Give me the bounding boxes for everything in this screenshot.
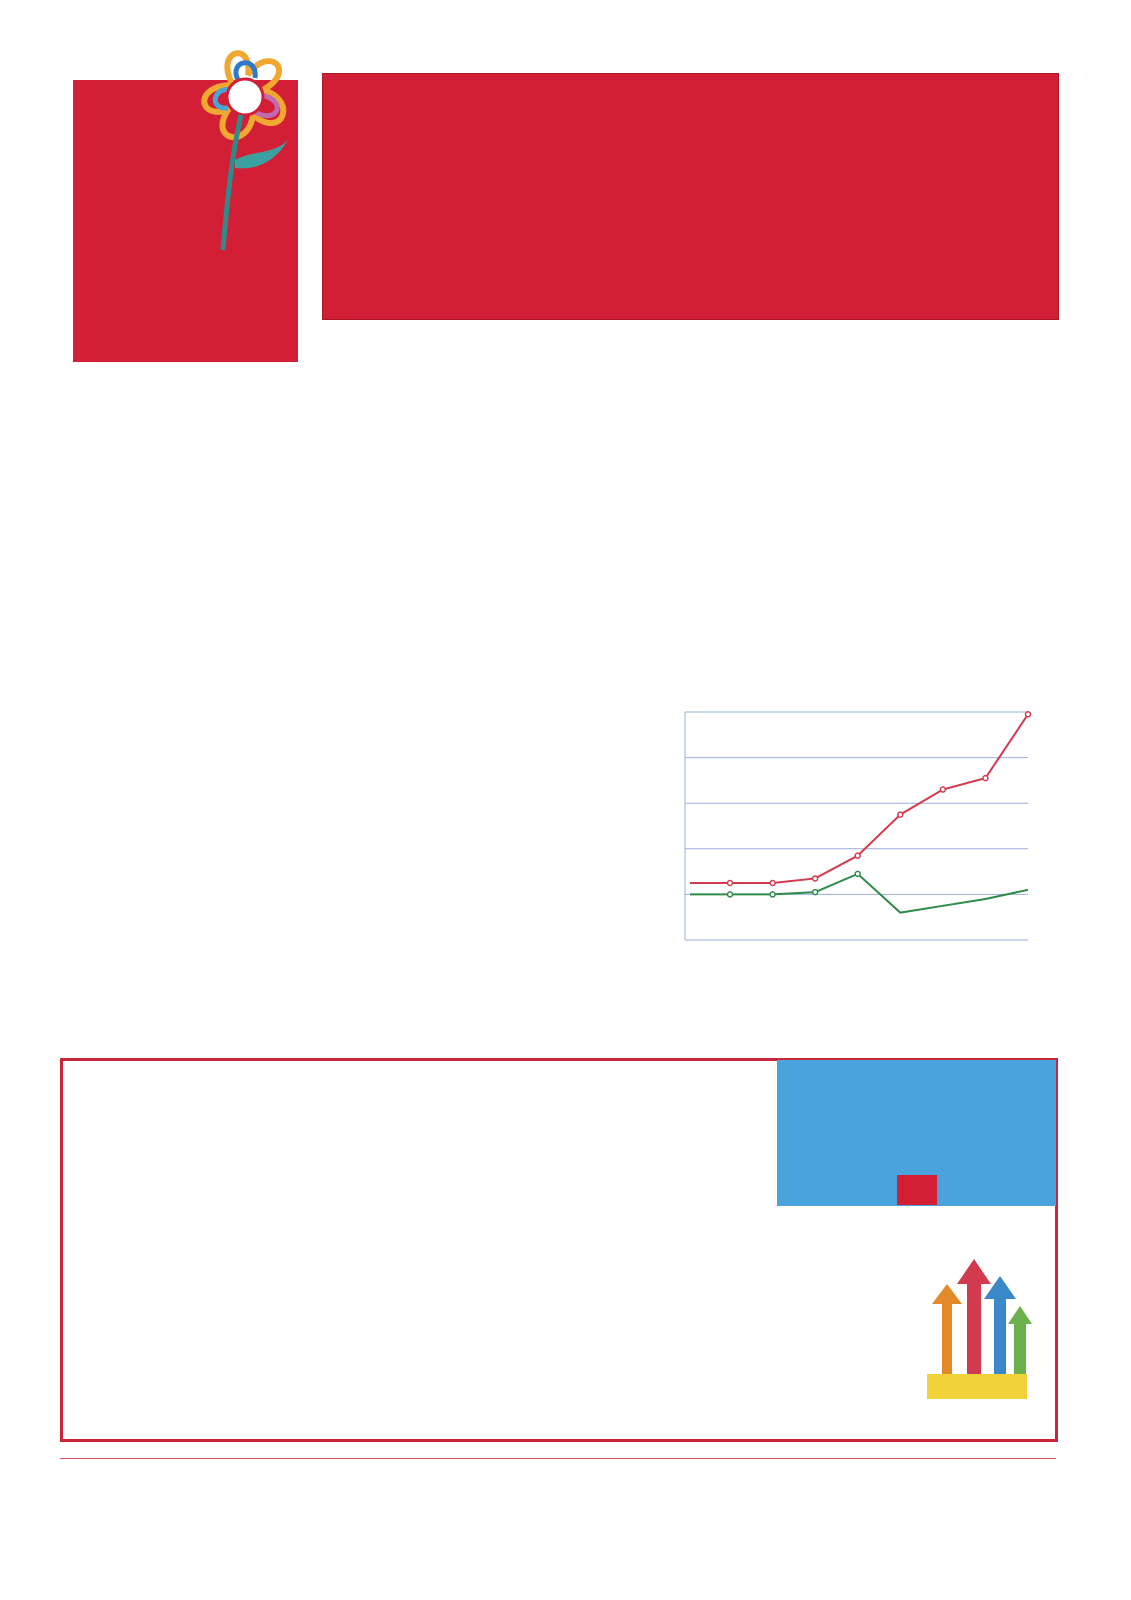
data-point-inflation (940, 787, 945, 792)
flower-icon (193, 40, 303, 250)
data-point-pension (770, 892, 775, 897)
data-point-pension (855, 871, 860, 876)
consultation-slogan (813, 1094, 1022, 1116)
data-point-pension (813, 890, 818, 895)
data-point-inflation (728, 881, 733, 886)
arrows-illustration (922, 1244, 1032, 1404)
header-banner (322, 73, 1059, 320)
data-point-inflation (898, 812, 903, 817)
data-point-inflation (770, 881, 775, 886)
pension-chart (645, 688, 1060, 988)
consultation-image (777, 1060, 1056, 1206)
data-point-inflation (855, 853, 860, 858)
data-point-inflation (1026, 712, 1031, 717)
data-point-pension (728, 892, 733, 897)
poster-image (918, 1210, 1036, 1438)
data-point-inflation (813, 876, 818, 881)
cgt-logo (73, 40, 298, 322)
data-point-inflation (983, 776, 988, 781)
consultation-cgt-logo (897, 1175, 937, 1205)
chart-svg (645, 688, 1060, 988)
footer-divider (60, 1458, 1056, 1459)
series-line-pension (690, 874, 1028, 913)
